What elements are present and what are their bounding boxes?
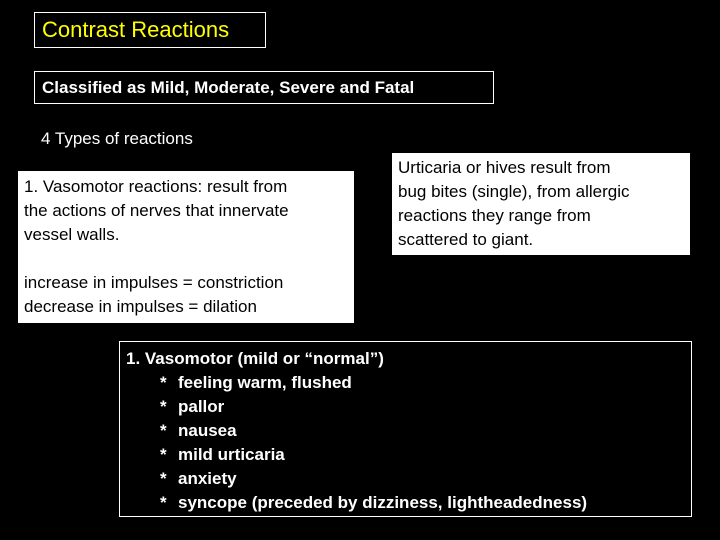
symptom-text: feeling warm, flushed bbox=[178, 373, 352, 392]
bullet-star: * bbox=[160, 469, 167, 488]
bullet-star: * bbox=[160, 397, 167, 416]
symptom-items bbox=[126, 371, 691, 515]
urticaria-line: scattered to giant. bbox=[398, 230, 534, 249]
slide-title: Contrast Reactions bbox=[34, 12, 266, 48]
bullet-star: * bbox=[160, 373, 167, 392]
bullet-star: * bbox=[160, 493, 167, 512]
urticaria-line: reactions they range from bbox=[398, 206, 591, 225]
symptom-list-heading: 1. Vasomotor (mild or “normal”) bbox=[126, 349, 384, 368]
urticaria-line: bug bites (single), from allergic bbox=[398, 182, 630, 201]
vasomotor-line: vessel walls. bbox=[24, 225, 120, 244]
bullet-star: * bbox=[160, 421, 167, 440]
symptom-text: nausea bbox=[178, 421, 237, 440]
symptom-text: mild urticaria bbox=[178, 445, 285, 464]
list-item bbox=[126, 467, 691, 491]
urticaria-description-box bbox=[392, 153, 690, 255]
list-item bbox=[126, 419, 691, 443]
symptom-text: anxiety bbox=[178, 469, 237, 488]
impulse-line: decrease in impulses = dilation bbox=[24, 297, 257, 316]
bullet-star: * bbox=[160, 445, 167, 464]
symptom-text: syncope (preceded by dizziness, lightheadedness) bbox=[178, 493, 588, 512]
list-item bbox=[126, 395, 691, 419]
list-item bbox=[126, 491, 691, 515]
paragraph-spacer bbox=[24, 247, 354, 271]
vasomotor-line: the actions of nerves that innervate bbox=[24, 201, 289, 220]
list-item bbox=[126, 371, 691, 395]
vasomotor-line: 1. Vasomotor reactions: result from bbox=[24, 177, 288, 196]
types-heading: 4 Types of reactions bbox=[41, 129, 193, 148]
urticaria-line: Urticaria or hives result from bbox=[398, 158, 611, 177]
list-item bbox=[126, 443, 691, 467]
vasomotor-description-box bbox=[18, 171, 354, 323]
classification-banner: Classified as Mild, Moderate, Severe and Fatal bbox=[34, 71, 494, 104]
vasomotor-symptom-list bbox=[119, 341, 692, 517]
impulse-line: increase in impulses = constriction bbox=[24, 273, 284, 292]
symptom-text: pallor bbox=[178, 397, 225, 416]
